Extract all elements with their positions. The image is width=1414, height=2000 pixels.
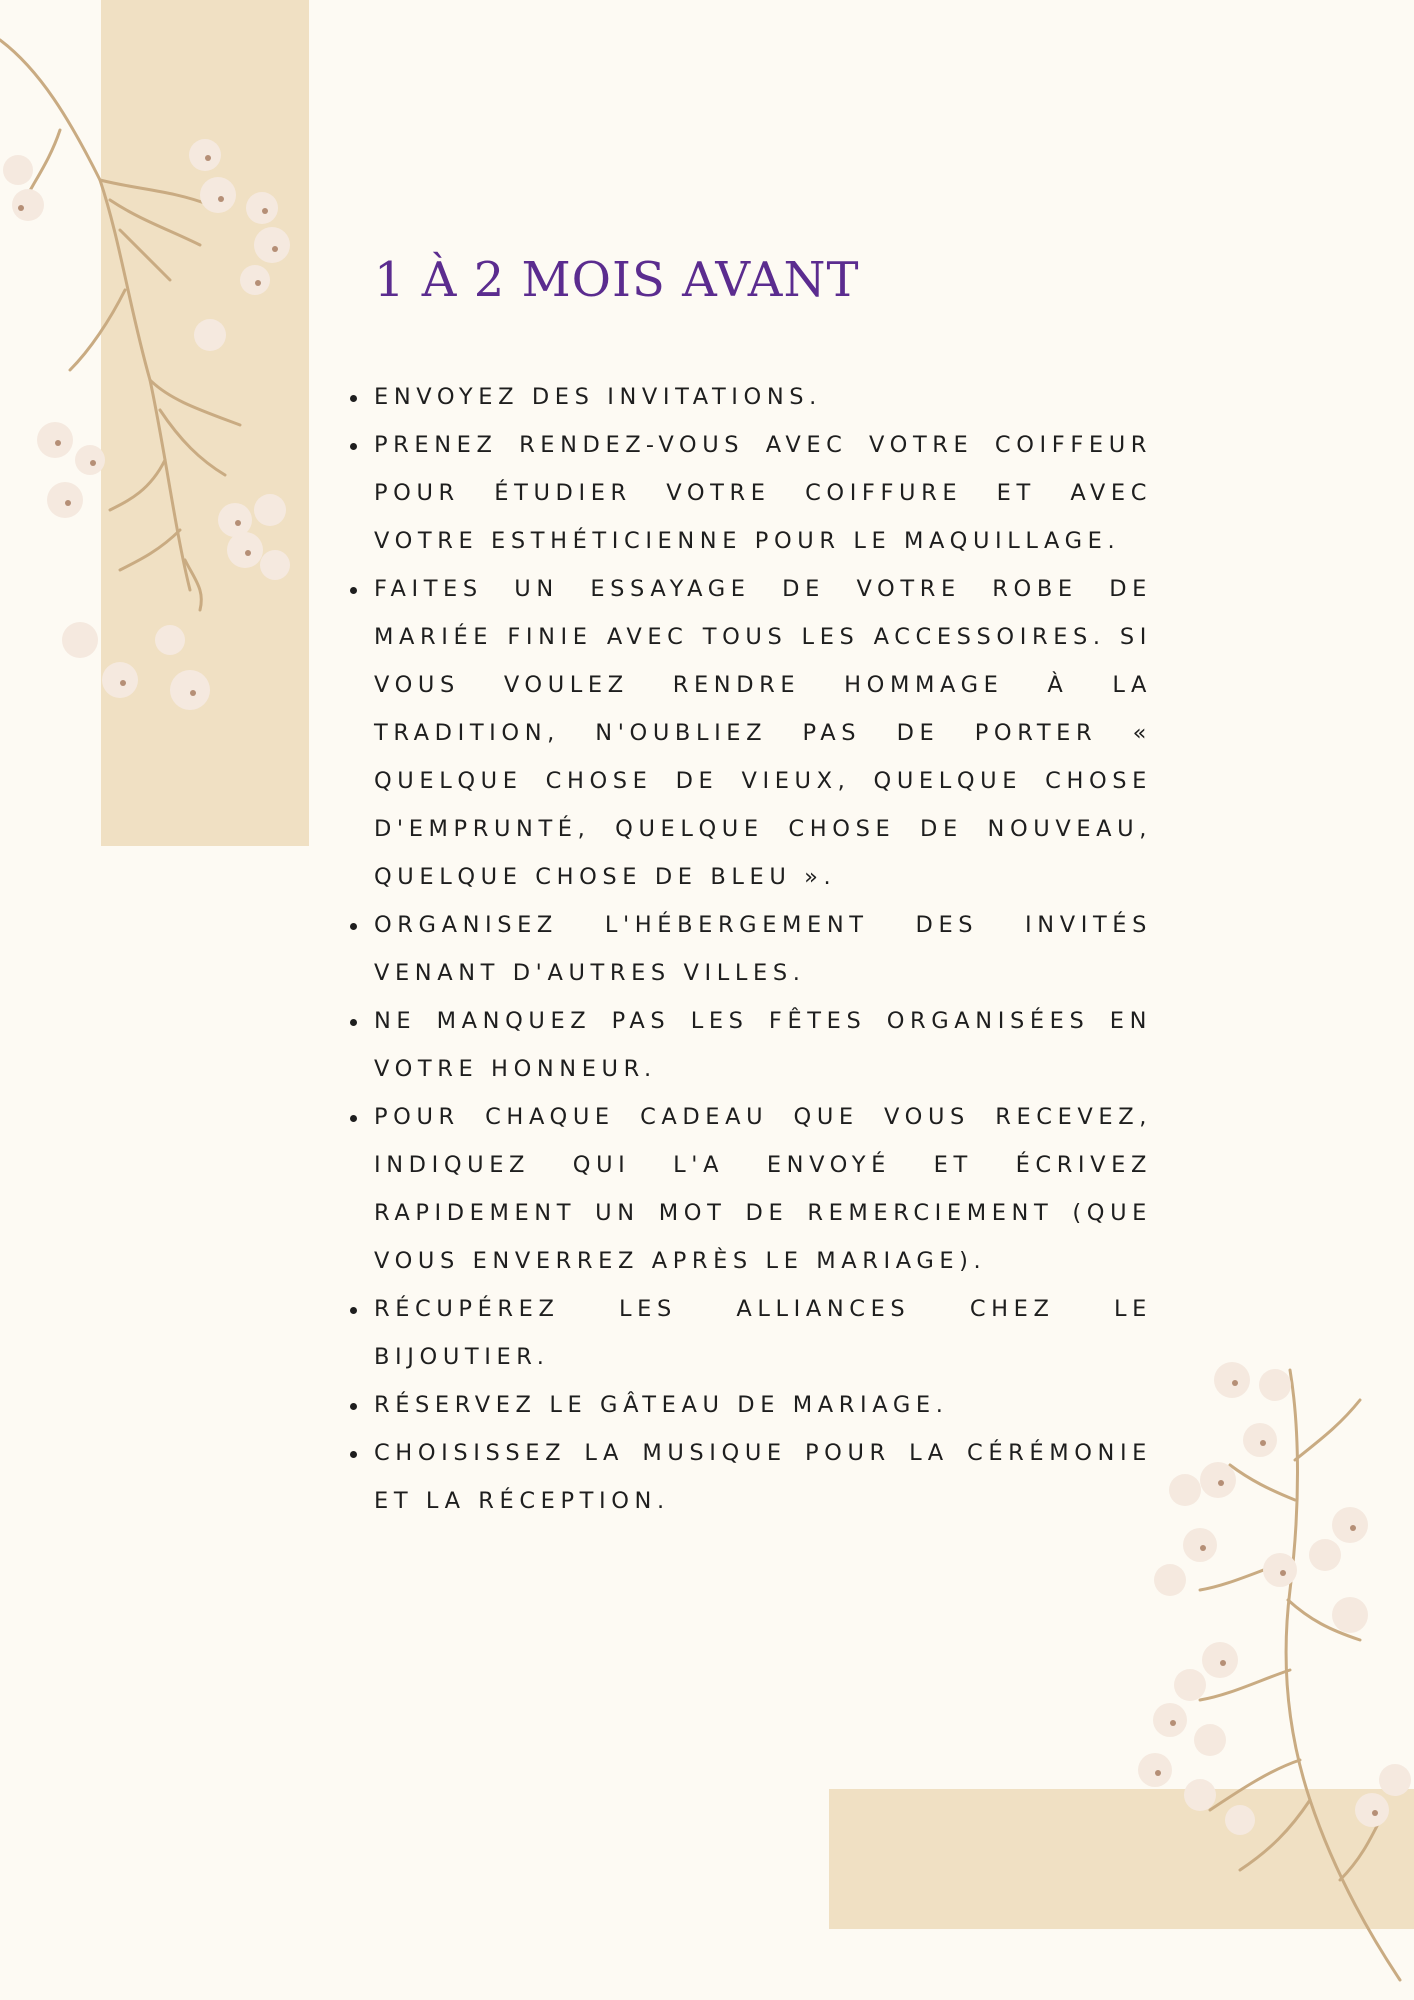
dried-flower-branch-icon	[0, 30, 320, 730]
page-title: 1 À 2 MOIS AVANT	[374, 252, 860, 308]
task-list	[374, 373, 1152, 1525]
dried-flower-branch-icon	[1110, 1340, 1414, 2000]
task-item: ENVOYEZ DES INVITATIONS.	[374, 373, 1152, 421]
task-item: RÉCUPÉREZ LES ALLIANCES CHEZ LE BIJOUTIER.	[374, 1285, 1152, 1381]
task-item: POUR CHAQUE CADEAU QUE VOUS RECEVEZ, INDIQUEZ QUI L'A ENVOYÉ ET ÉCRIVEZ RAPIDEMENT UN MOT DE REMERCIEMENT (QUE VOUS ENVERREZ APRÈS LE MARIAGE).	[374, 1093, 1152, 1285]
task-item: FAITES UN ESSAYAGE DE VOTRE ROBE DE MARIÉE FINIE AVEC TOUS LES ACCESSOIRES. SI VOUS VOULEZ RENDRE HOMMAGE À LA TRADITION, N'OUBLIEZ PAS DE PORTER « QUELQUE CHOSE DE VIEUX, QUELQUE CHOSE D'EMPRUNTÉ, QUELQUE CHOSE DE NOUVEAU, QUELQUE CHOSE DE BLEU ».	[374, 565, 1152, 901]
task-item: NE MANQUEZ PAS LES FÊTES ORGANISÉES EN VOTRE HONNEUR.	[374, 997, 1152, 1093]
task-item: ORGANISEZ L'HÉBERGEMENT DES INVITÉS VENANT D'AUTRES VILLES.	[374, 901, 1152, 997]
task-item: RÉSERVEZ LE GÂTEAU DE MARIAGE.	[374, 1381, 1152, 1429]
task-item: CHOISISSEZ LA MUSIQUE POUR LA CÉRÉMONIE ET LA RÉCEPTION.	[374, 1429, 1152, 1525]
task-item: PRENEZ RENDEZ-VOUS AVEC VOTRE COIFFEUR POUR ÉTUDIER VOTRE COIFFURE ET AVEC VOTRE ESTHÉTICIENNE POUR LE MAQUILLAGE.	[374, 421, 1152, 565]
